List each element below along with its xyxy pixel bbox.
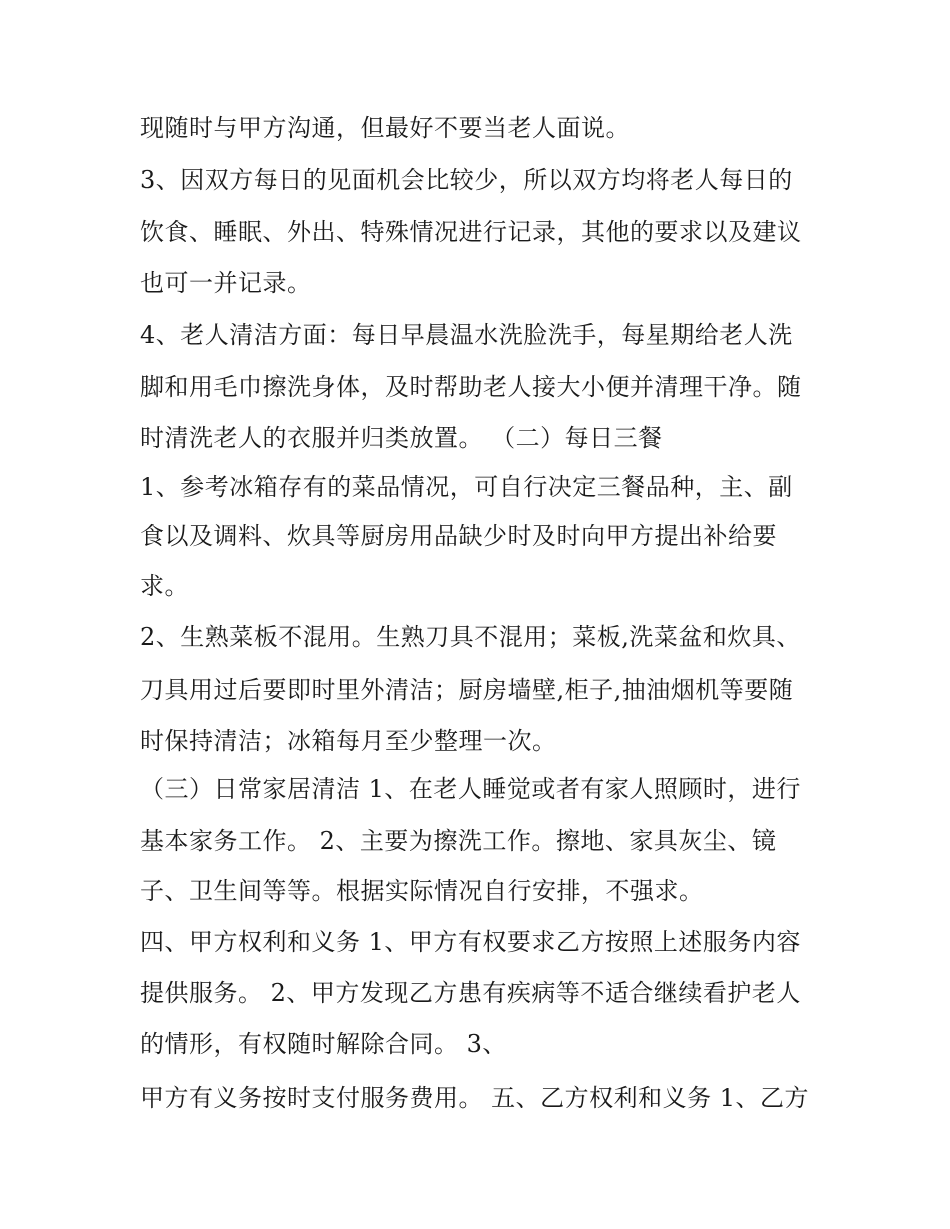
text-line: 时保持清洁；冰箱每月至少整理一次。 (140, 727, 557, 755)
text-line: 2、生熟菜板不混用。生熟刀具不混用；菜板,洗菜盆和炊具、 (140, 623, 801, 651)
text-line: （三）日常家居清洁 1、在老人睡觉或者有家人照顾时，进行 (140, 775, 801, 803)
text-line: 刀具用过后要即时里外清洁；厨房墙壁,柜子,抽油烟机等要随 (140, 676, 794, 704)
text-line: 子、卫生间等等。根据实际情况自行安排，不强求。 (140, 877, 704, 905)
text-line: 4、老人清洁方面：每日早晨温水洗脸洗手，每星期给老人洗 (140, 321, 793, 349)
text-line: 提供服务。 2、甲方发现乙方患有疾病等不适合继续看护老人 (140, 979, 801, 1007)
text-line: 时清洗老人的衣服并归类放置。 （二）每日三餐 (140, 424, 663, 452)
text-line: 1、参考冰箱存有的菜品情况，可自行决定三餐品种，主、副 (140, 473, 793, 501)
text-line: 的情形，有权随时解除合同。 3、 (140, 1030, 507, 1058)
text-line: 甲方有义务按时支付服务费用。 五、乙方权利和义务 1、乙方 (140, 1084, 810, 1112)
text-line: 基本家务工作。 2、主要为擦洗工作。擦地、家具灰尘、镜 (140, 827, 777, 855)
text-line: 食以及调料、炊具等厨房用品缺少时及时向甲方提出补给要 (140, 522, 777, 550)
text-line: 也可一并记录。 (140, 269, 312, 297)
text-line: 3、因双方每日的见面机会比较少，所以双方均将老人每日的 (140, 166, 793, 194)
text-line: 求。 (140, 572, 189, 600)
text-line: 脚和用毛巾擦洗身体，及时帮助老人接大小便并清理干净。随 (140, 373, 802, 401)
text-line: 现随时与甲方沟通，但最好不要当老人面说。 (140, 114, 630, 142)
text-line: 四、甲方权利和义务 1、甲方有权要求乙方按照上述服务内容 (140, 928, 801, 956)
text-line: 饮食、睡眠、外出、特殊情况进行记录，其他的要求以及建议 (140, 218, 802, 246)
